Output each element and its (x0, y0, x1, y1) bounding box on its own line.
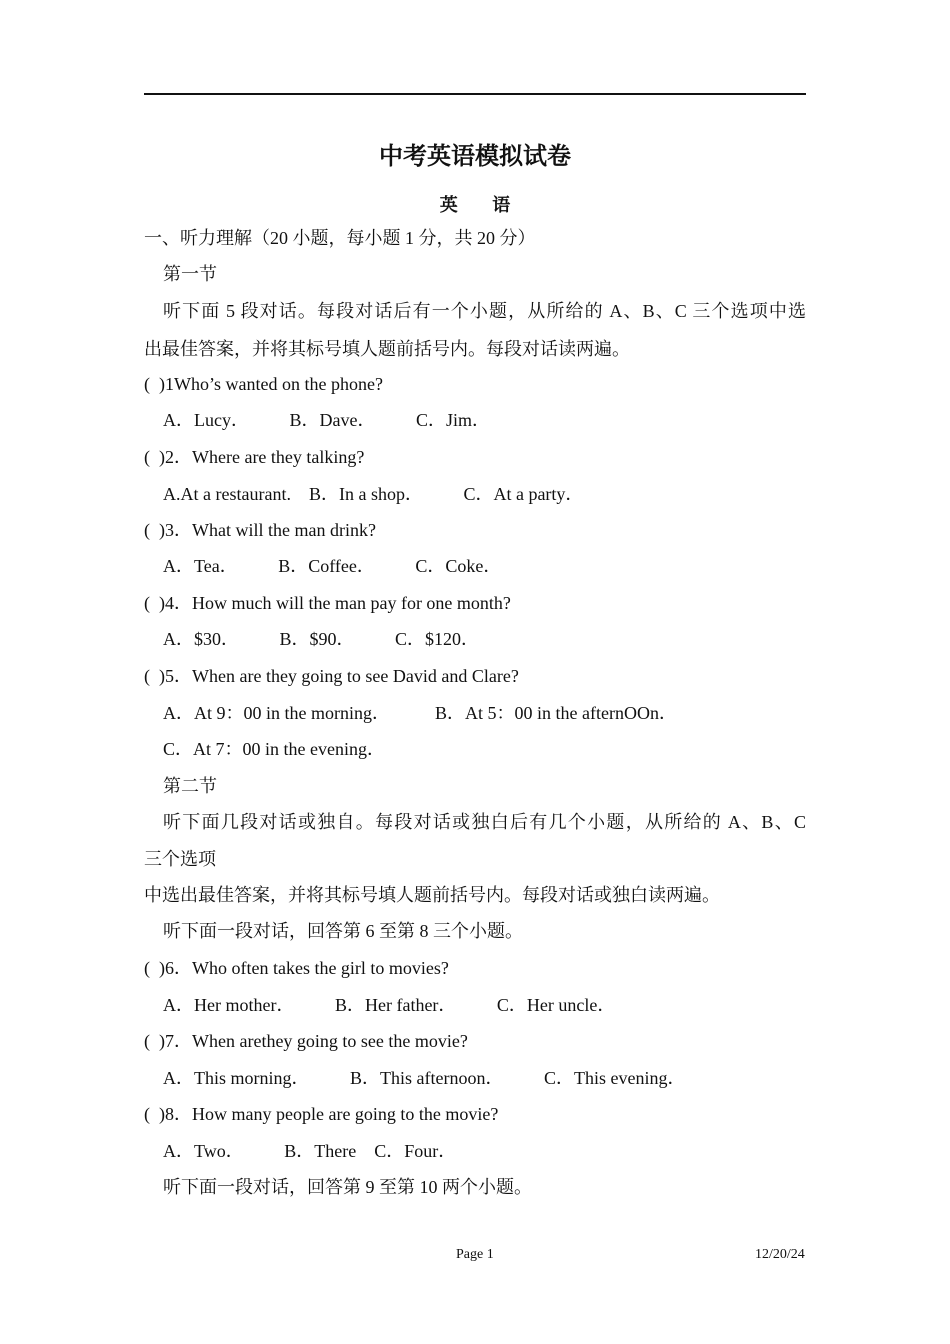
page-number: Page 1 (456, 1247, 494, 1262)
instruction-line: 听下面几段对话或独自。每段对话或独白后有几个小题，从所给的 A、B、C (163, 812, 806, 832)
options: A.At a restaurant. B．In a shop． C．At a party． (163, 484, 584, 504)
question: ( )7．When arethey going to see the movie? (144, 1031, 468, 1051)
footer-date: 12/20/24 (755, 1247, 805, 1262)
options: A．Her mother． B．Her father． C．Her uncle． (163, 995, 616, 1015)
instruction-line: 听下面一段对话，回答第 6 至第 8 三个小题。 (163, 921, 523, 941)
question: ( )1Who’s wanted on the phone? (144, 374, 383, 394)
options: A．Two． B．There C．Four． (163, 1141, 457, 1161)
page-title: 中考英语模拟试卷 (379, 144, 571, 170)
options: A．Lucy． B．Dave． C．Jim． (163, 410, 490, 430)
section-heading: 一、听力理解（20 小题，每小题 1 分，共 20 分） (144, 228, 536, 248)
part-heading: 第二节 (163, 776, 217, 796)
question: ( )3．What will the man drink? (144, 520, 376, 540)
options: A．$30． B．$90． C．$120． (163, 629, 480, 649)
question: ( )5．When are they going to see David and Clare? (144, 666, 519, 686)
part-heading: 第一节 (163, 264, 217, 284)
question: ( )8．How many people are going to the movie? (144, 1104, 499, 1124)
options: A．This morning． B．This afternoon． C．This evening． (163, 1068, 686, 1088)
header-rule (144, 93, 806, 95)
instruction-line: 出最佳答案，并将其标号填人题前括号内。每段对话读两遍。 (144, 339, 630, 359)
question: ( )2．Where are they talking? (144, 447, 365, 467)
instruction-line: 三个选项 (144, 849, 216, 869)
question: ( )6．Who often takes the girl to movies? (144, 958, 449, 978)
instruction-line: 听下面 5 段对话。每段对话后有一个小题，从所给的 A、B、C 三个选项中选 (163, 301, 806, 321)
options: A．At 9：00 in the morning． B．At 5：00 in the afternOOn． (163, 703, 677, 723)
instruction-line: 中选出最佳答案，并将其标号填人题前括号内。每段对话或独白读两遍。 (144, 885, 720, 905)
question: ( )4．How much will the man pay for one month? (144, 593, 511, 613)
options: A．Tea． B．Coffee． C．Coke． (163, 556, 502, 576)
options: C．At 7：00 in the evening． (163, 739, 385, 759)
page-subtitle: 英 语 (439, 195, 511, 215)
instruction-line: 听下面一段对话，回答第 9 至第 10 两个小题。 (163, 1177, 532, 1197)
